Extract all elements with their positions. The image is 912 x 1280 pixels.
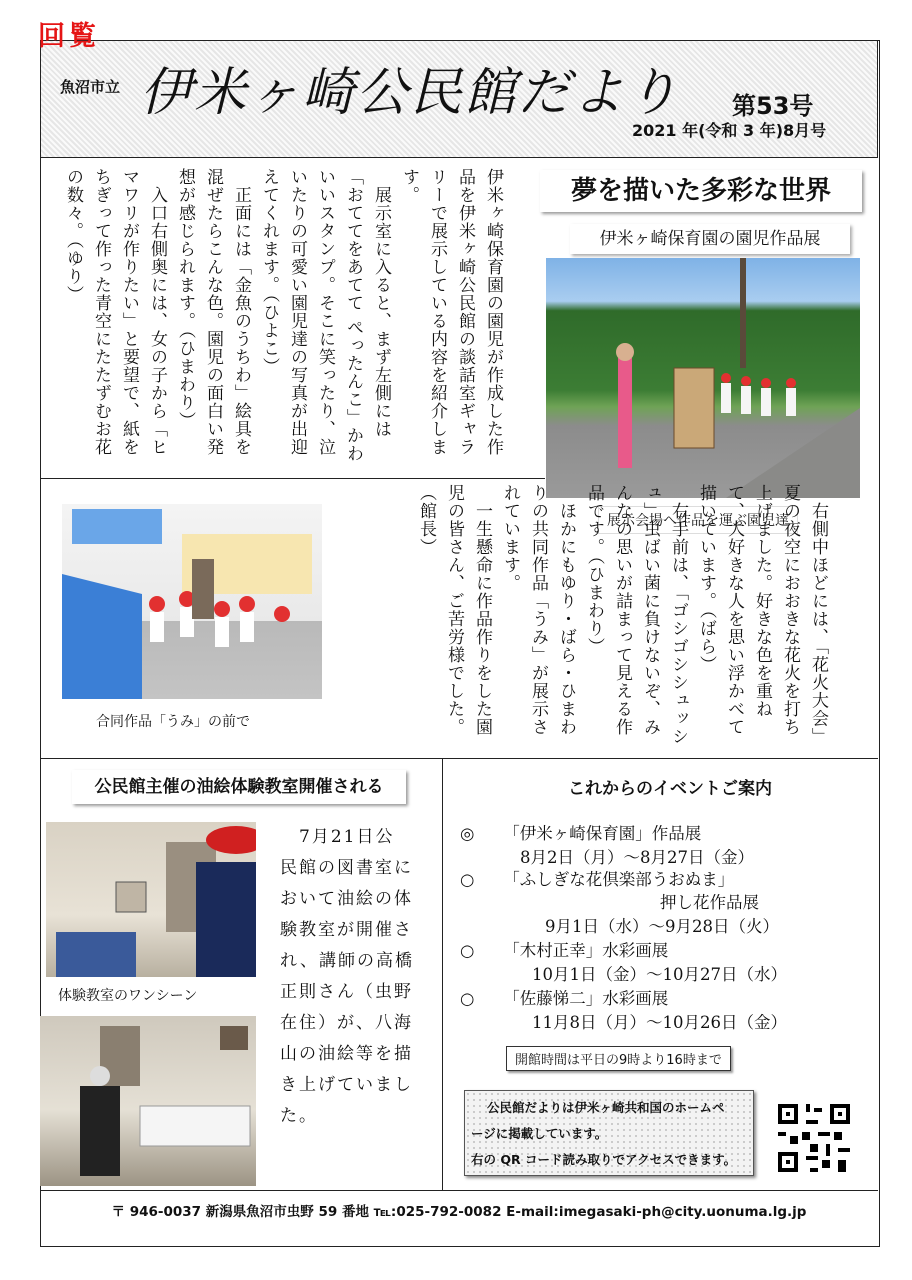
- issue-date: 2021 年(令和 3 年)8月号: [632, 121, 827, 140]
- article1-col4: 入口右側奥には、女の子から「ヒマワリが作りたい」と要望で、紙をちぎって作った青空にたたずむお花の数々。（ゆり）: [63, 168, 167, 456]
- article1-col5: 右側中ほどには、「花火大会」夏の夜空におおきな花火を打ち上げました。好きな色を重ねて、大好きな人を思い浮かべて描いています。（ばら）: [696, 484, 828, 746]
- footer-address: 〒 946-0037 新潟県魚沼市虫野 59 番地 ℡:025-792-0082 E-mail:imegasaki-ph@city.uonuma.lg.jp: [111, 1204, 807, 1220]
- event-title: 「佐藤悌二」水彩画展: [503, 989, 669, 1008]
- photo2-caption: 合同作品「うみ」の前で: [88, 708, 258, 734]
- web-note-2: ージに掲載しています。: [471, 1126, 608, 1141]
- photo-kids-carrying-art-drawing: [546, 258, 860, 498]
- event-mark: ○: [460, 870, 475, 889]
- qr-code-icon: [774, 1100, 854, 1176]
- issue-number: 第53号: [732, 92, 814, 120]
- event-item: [460, 866, 734, 890]
- photo-umi-artwork-drawing: [62, 504, 322, 699]
- article1-col7: ほかにもゆり・ばら・ひまわりの共同作品「うみ」が展示されています。: [500, 484, 576, 736]
- photo-painting-class-1-drawing: [46, 822, 256, 977]
- divider: [40, 478, 545, 479]
- events-headline: これからのイベントご案内: [470, 774, 870, 799]
- event-mark: ○: [460, 941, 475, 960]
- article2-body: 7月21日公 民館の図書室に おいて油絵の体 験教室が開催さ れ、講師の高橋 正則さん（虫野 在住）が、八海 山の油絵等を描 き上げていまし た。: [280, 827, 415, 1126]
- photo-kids-carrying-art: [546, 258, 860, 498]
- article1-col3: 正面には「金魚のうちわ」絵具を混ぜたらこんな色。園児の面白い発想が感じられます。（ひまわり）: [175, 168, 251, 456]
- photo-umi-artwork: [62, 504, 322, 699]
- qr-code[interactable]: [774, 1100, 854, 1176]
- divider: [442, 758, 443, 1190]
- article2-photo-caption: 体験教室のワンシーン: [50, 982, 205, 1008]
- event-item: [460, 937, 668, 961]
- opening-hours: 開館時間は平日の9時より16時まで: [506, 1046, 731, 1071]
- event-dates: 8月2日（月）～8月27日（金）: [520, 848, 754, 867]
- divider: [40, 758, 878, 759]
- newsletter-title: 伊米ヶ崎公民館だより: [140, 63, 681, 123]
- event-mark: ◎: [460, 824, 475, 843]
- article2-headline: 公民館主催の油絵体験教室開催される: [72, 770, 406, 804]
- photo-painting-class-2-drawing: [40, 1016, 256, 1186]
- event-title: 「伊米ヶ崎保育園」作品展: [503, 824, 702, 843]
- photo-painting-class-1: [46, 822, 256, 977]
- article-columns-bottom: [330, 484, 860, 752]
- web-note-3: 右の QR コード読み取りでアクセスできます。: [471, 1152, 737, 1167]
- event-dates: 11月8日（月）～10月26日（金）: [532, 1013, 787, 1032]
- city-label: 魚沼市立: [60, 78, 121, 96]
- event-mark: ○: [460, 989, 475, 1008]
- article1-col8: 一生懸命に作品作りをした園児の皆さん、ご苦労様でした。（館長）: [416, 484, 492, 736]
- photo1-caption: 展示会場へ作品を運ぶ園児達: [598, 506, 798, 534]
- event-item: [460, 820, 701, 844]
- article1-col6: 右手前は、「ゴシゴシシュッシュ」虫ばい菌に負けないぞ、みんなの思いが詰まって見える作品です。（ひまわり）: [584, 484, 688, 746]
- photo-painting-class-2: [40, 1016, 256, 1186]
- event-dates: 9月1日（水）～9月28日（火）: [545, 917, 779, 936]
- event-title: 「木村正幸」水彩画展: [503, 941, 669, 960]
- article1-col1: 伊米ヶ崎保育園の園児が作成した作品を伊米ヶ崎公民館の談話室ギャラリーで展示している内容を紹介します。: [399, 168, 503, 456]
- web-note-1: 公民館だよりは伊米ヶ崎共和国のホームペ: [487, 1100, 725, 1115]
- event-dates: 10月1日（金）～10月27日（水）: [532, 965, 787, 984]
- event-title: 「ふしぎな花倶楽部うおぬま」: [503, 870, 735, 889]
- article-columns-top: [45, 168, 535, 468]
- event-item: [460, 985, 668, 1009]
- article1-subhead: 伊米ヶ崎保育園の園児作品展: [570, 224, 850, 254]
- article1-col2: 展示室に入ると、まず左側には「おててをあてて ぺったんこ」かわいいスタンプ。そこに笑ったり、泣いたりの可愛い園児達の写真が出迎えてくれます。（ひよこ）: [259, 168, 391, 463]
- divider: [40, 1190, 878, 1191]
- web-notice: [464, 1090, 754, 1176]
- article1-headline: 夢を描いた多彩な世界: [540, 170, 862, 212]
- circulation-label: 回覧: [38, 21, 100, 52]
- event-subtitle: 押し花作品展: [660, 893, 759, 912]
